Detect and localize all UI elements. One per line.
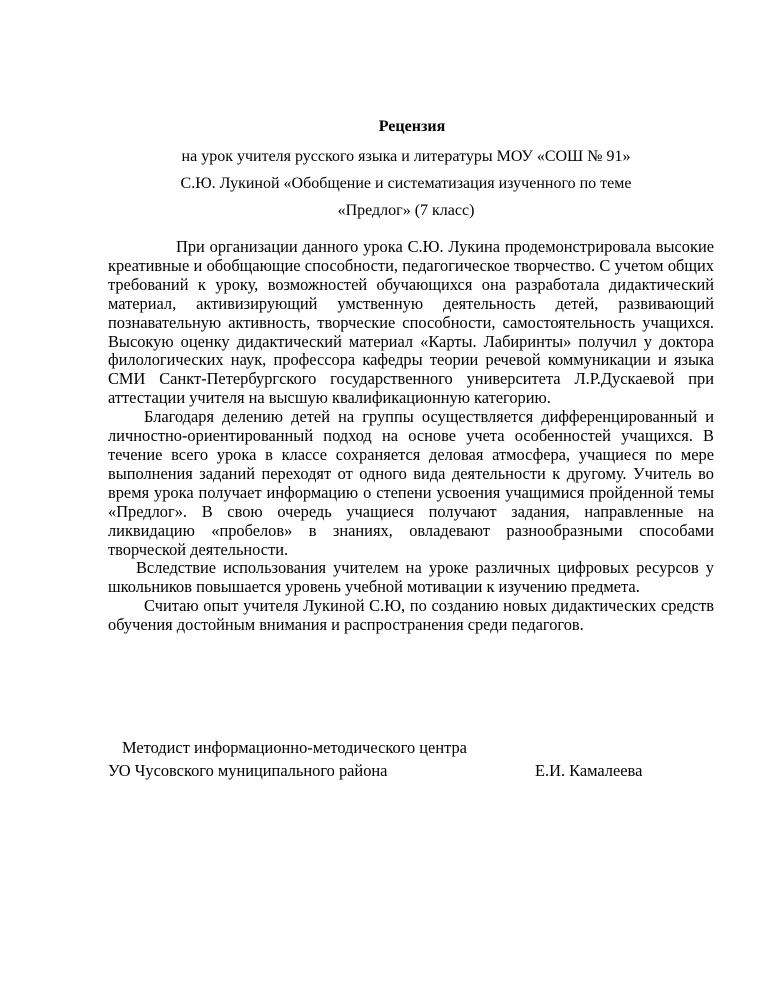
document-subtitle-line-3: «Предлог» (7 класс) — [337, 202, 475, 219]
paragraph-3: Вследствие использования учителем на уроке различных цифровых ресурсов у школьников повышается уровень учебной мотивации к изучению предмета. — [108, 558, 714, 597]
signature-name: Е.И. Камалеева — [535, 761, 643, 780]
signature-organization-row — [108, 761, 728, 781]
paragraph-4: Считаю опыт учителя Лукиной С.Ю, по созданию новых дидактических средств обучения достойным внимания и распространения среди педагогов. — [108, 596, 714, 635]
document-title: Рецензия — [378, 118, 446, 135]
document-body — [108, 238, 714, 635]
document-subtitle-line-1: на урок учителя русского языка и литературы МОУ «СОШ № 91» — [181, 148, 631, 165]
paragraph-2: Благодаря делению детей на группы осуществляется дифференцированный и личностно-ориентированный подход на основе учета особенностей учащихся. В течение всего урока в классе сохраняется деловая атмосфера, учащиеся по мере выполнения заданий переходят от одного вида деятельности к другому. Учитель во время урока получает информацию о степени усвоения учащимися пройденной темы «Предлог». В свою очередь учащиеся получают задания, направленные на ликвидацию «пробелов» в знаниях, овладевают разнообразными способами творческой деятельности. — [108, 407, 714, 559]
document-subtitle-line-2: С.Ю. Лукиной «Обобщение и систематизация изученного по теме — [180, 175, 632, 192]
paragraph-1: При организации данного урока С.Ю. Лукина продемонстрировала высокие креативные и обобщающие способности, педагогическое творчество. С учетом общих требований к уроку, возможностей обучающихся она разработала дидактический материал, активизирующий умственную деятельность детей, развивающий познавательную активность, творческие способности, самостоятельность учащихся. Высокую оценку дидактический материал «Карты. Лабиринты» получил у доктора филологических наук, профессора кафедры теории речевой коммуникации и языка СМИ Санкт-Петербургского государственного университета Л.Р.Дускаевой при аттестации учителя на высшую квалификационную категорию. — [108, 237, 714, 408]
signature-position: Методист информационно-методического центра — [122, 738, 467, 757]
signature-organization: УО Чусовского муниципального района — [108, 761, 388, 780]
